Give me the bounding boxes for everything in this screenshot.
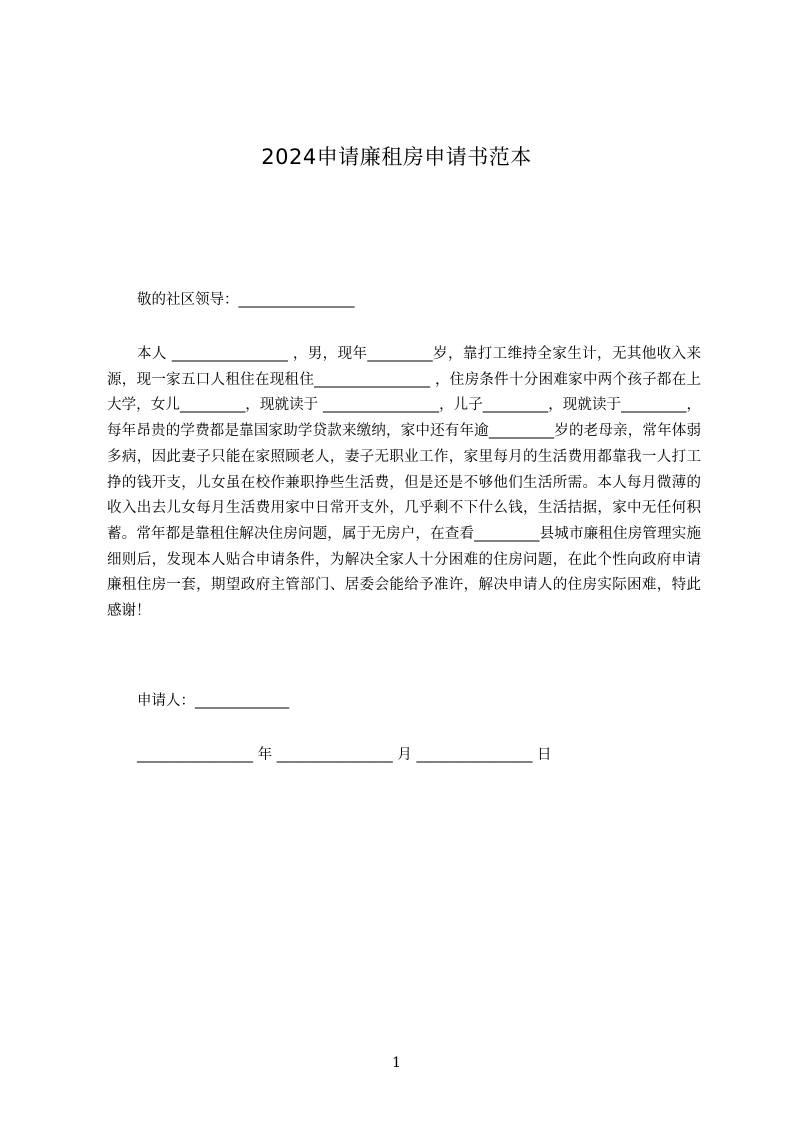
month-label: 月	[397, 747, 412, 763]
year-blank: ________________	[137, 747, 253, 763]
day-label: 日	[537, 747, 552, 763]
greeting-line: 敬的社区领导：________________	[137, 292, 355, 308]
document-title: 2024申请廉租房申请书范本	[261, 145, 532, 169]
applicant-signature-line: 申请人：_____________	[137, 693, 290, 709]
date-line	[137, 744, 552, 766]
year-label: 年	[257, 747, 273, 763]
day-blank: ________________	[416, 747, 533, 763]
page-number: 1	[392, 1055, 401, 1071]
body-paragraph: 本人 ________________ ，男，现年_________岁，靠打工维持全家生计，无其他收入来源，现一家五口人租住在现租住________________ ，住房条件十分困难家中两个孩子都在上大学，女儿_________，现就读于 ________________，儿子_________，现就读于_________，每年昂贵的学费都是靠国家助学贷款来缴纳，家中还有年逾_________岁的老母亲，常年体弱多病，因此妻子只能在家照顾老人，妻子无职业工作，家里每月的生活费用都靠我一人打工挣的钱开支，儿女虽在校作兼职挣些生活费，但是还是不够他们生活所需。本人每月微薄的收入出去儿女每月生活费用家中日常开支外，几乎剩不下什么钱，生活拮据，家中无任何积蓄。常年都是靠租住解决住房问题，属于无房户，在查看_________县城市廉租住房管理实施细则后，发现本人贴合申请条件，为解决全家人十分困难的住房问题，在此个性向政府申请廉租住房一套，期望政府主管部门、居委会能给予准许，解决申请人的住房实际困难，特此感谢！	[107, 346, 701, 620]
month-blank: ________________	[276, 747, 393, 763]
